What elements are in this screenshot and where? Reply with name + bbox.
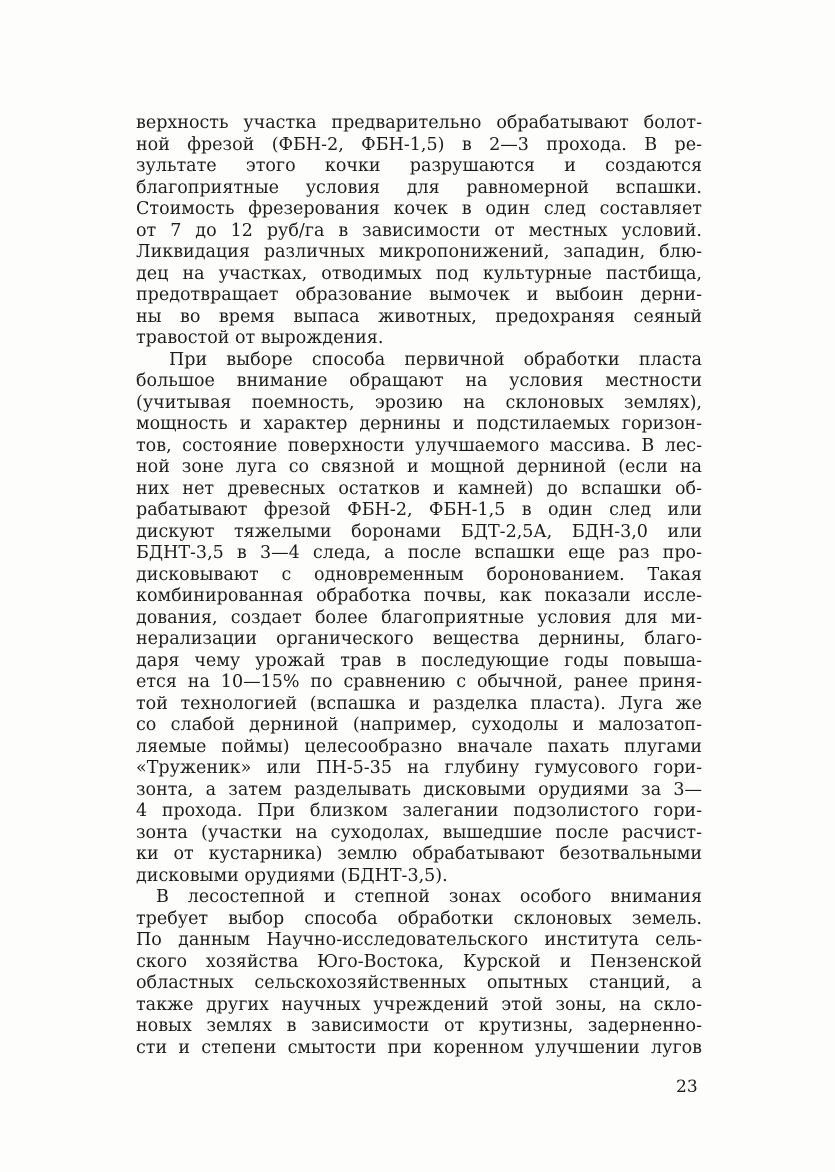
text-line: нерализации органического вещества дернины, благо-	[136, 629, 702, 649]
text-line: со слабой дерниной (например, суходолы и малозатоп-	[136, 715, 702, 735]
text-line: 4 прохода. При близком залегании подзолистого гори-	[136, 801, 702, 821]
page-number: 23	[676, 1077, 698, 1097]
text-line: от 7 до 12 руб/га в зависимости от местных условий.	[136, 220, 702, 241]
text-line: дец на участках, отводимых под культурные пастбища,	[136, 263, 702, 284]
text-line: «Труженик» или ПН-5-35 на глубину гумусового гори-	[136, 758, 702, 778]
text-line: большое внимание обращают на условия местности	[136, 371, 702, 391]
text-line: ского хозяйства Юго-Востока, Курской и Пензенской	[136, 951, 702, 972]
text-line: той технологией (вспашка и разделка пласта). Луга же	[136, 693, 702, 714]
text-line: новых землях в зависимости от крутизны, задерненно-	[136, 1016, 702, 1036]
text-line: требует выбор способа обработки склоновых земель.	[136, 908, 702, 929]
text-line: областных сельскохозяйственных опытных станций, а	[136, 973, 702, 993]
text-line: дисковывают с одновременным боронованием. Такая	[136, 564, 702, 585]
text-line: ны во время выпаса животных, предохраняя сеяный	[136, 306, 702, 327]
text-line: зонта (участки на суходолах, вышедшие после расчист-	[136, 822, 702, 843]
text-line: благоприятные условия для равномерной вспашки.	[136, 177, 702, 198]
body-text	[136, 113, 702, 1059]
text-line: БДНТ-3,5 в 3—4 следа, а после вспашки еще раз про-	[136, 543, 702, 563]
text-line: дования, создает более благоприятные условия для ми-	[136, 607, 702, 628]
text-line: зультате этого кочки разрушаются и создаются	[136, 156, 702, 176]
text-line: травостой от вырождения.	[136, 328, 384, 348]
text-line: даря чему урожай трав в последующие годы повыша-	[136, 650, 702, 671]
text-line: (учитывая поемность, эрозию на склоновых землях),	[136, 392, 702, 413]
text-line: ляемые поймы) целесообразно вначале пахать плугами	[136, 736, 702, 757]
text-line: мощность и характер дернины и подстилаемых горизон-	[136, 414, 702, 434]
text-line: ной фрезой (ФБН-2, ФБН-1,5) в 2—3 прохода. В ре-	[136, 134, 702, 155]
text-line: ется на 10—15% по сравнению с обычной, ранее приня-	[136, 672, 702, 692]
text-line: комбинированная обработка почвы, как показали иссле-	[136, 586, 702, 606]
text-line: предотвращает образование вымочек и выбоин дерни-	[136, 285, 702, 305]
text-line: рабатывают фрезой ФБН-2, ФБН-1,5 в один след или	[136, 500, 702, 520]
text-line: тов, состояние поверхности улучшаемого массива. В лес-	[136, 435, 702, 456]
text-line: дискуют тяжелыми боронами БДТ-2,5А, БДН-3,0 или	[136, 521, 702, 542]
text-line: ной зоне луга со связной и мощной дерниной (если на	[136, 457, 702, 477]
text-line: также других научных учреждений этой зоны, на скло-	[136, 994, 702, 1015]
text-line: Ликвидация различных микропонижений, западин, блю-	[136, 242, 702, 262]
text-line: дисковыми орудиями (БДНТ-3,5).	[136, 865, 448, 886]
text-line: них нет древесных остатков и камней) до вспашки об-	[136, 478, 702, 499]
text-line: сти и степени смытости при коренном улучшении лугов	[136, 1037, 702, 1058]
text-line: зонта, а затем разделывать дисковыми орудиями за 3—	[136, 779, 702, 800]
text-line: ки от кустарника) землю обрабатывают безотвальными	[136, 844, 702, 864]
text-line: По данным Научно-исследовательского института сель-	[136, 930, 702, 950]
paragraph-start-line: В лесостепной и степной зонах особого внимания	[156, 887, 702, 907]
text-line: Стоимость фрезерования кочек в один след составляет	[136, 199, 702, 219]
paragraph-start-line: При выборе способа первичной обработки пласта	[169, 349, 702, 370]
text-line: верхность участка предварительно обрабатывают болот-	[136, 113, 702, 133]
